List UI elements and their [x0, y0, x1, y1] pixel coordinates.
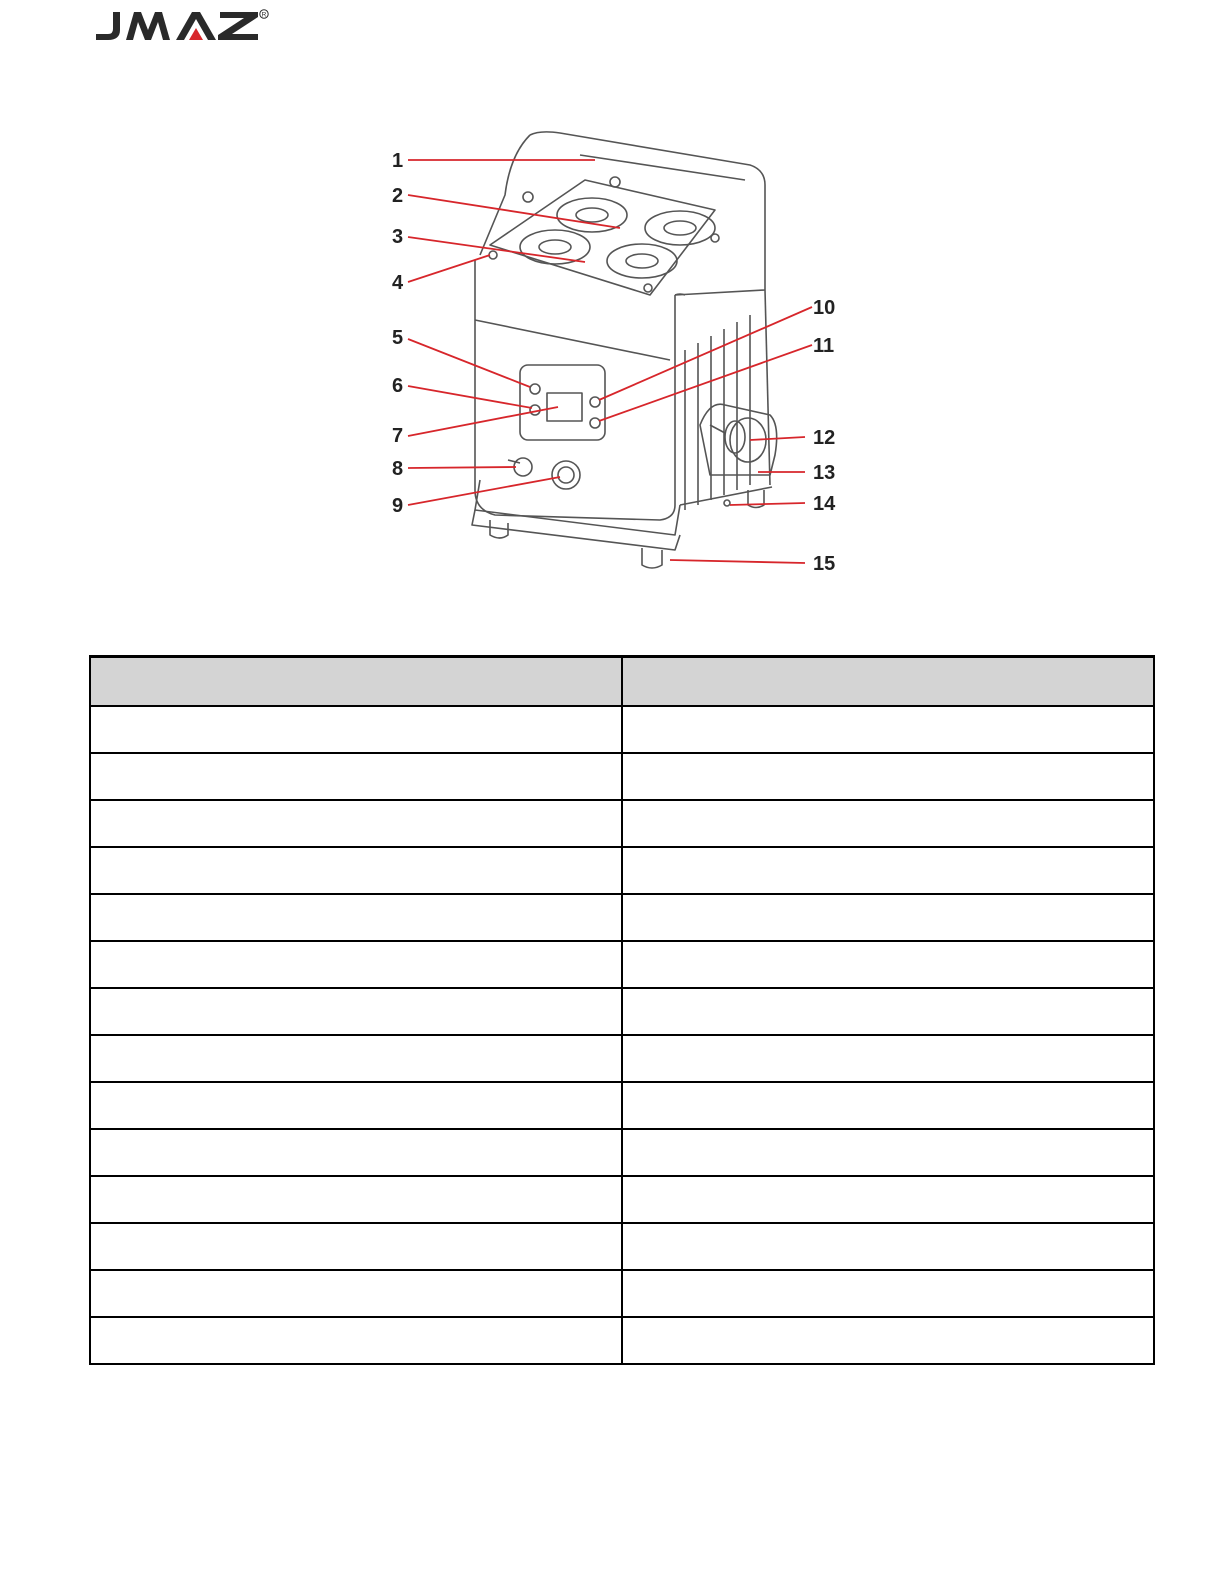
table-row [90, 753, 1154, 800]
product-diagram [380, 125, 860, 585]
callout-3: 3 [392, 226, 404, 248]
table-cell [622, 753, 1154, 800]
header-cell [90, 657, 622, 707]
table-row [90, 800, 1154, 847]
table-cell [90, 941, 622, 988]
callout-9: 9 [392, 495, 404, 517]
table-row [90, 894, 1154, 941]
table-cell [90, 988, 622, 1035]
callout-7: 7 [392, 425, 404, 447]
table-row [90, 988, 1154, 1035]
table-cell [90, 753, 622, 800]
callout-13: 13 [813, 462, 836, 484]
callout-14: 14 [813, 493, 836, 515]
table-cell [622, 1035, 1154, 1082]
callout-4: 4 [392, 272, 404, 294]
table-row [90, 1035, 1154, 1082]
callout-15: 15 [813, 553, 836, 575]
parts-table [89, 655, 1155, 1365]
table-cell [90, 1270, 622, 1317]
callout-10: 10 [813, 297, 836, 319]
table-cell [622, 706, 1154, 753]
table-row [90, 1223, 1154, 1270]
callout-11: 11 [813, 335, 835, 357]
table-cell [90, 1082, 622, 1129]
table-row [90, 1176, 1154, 1223]
table-cell [622, 1176, 1154, 1223]
jmaz-logo [92, 8, 272, 44]
callout-12: 12 [813, 427, 836, 449]
table-cell [90, 1035, 622, 1082]
table-cell [622, 1082, 1154, 1129]
table-cell [90, 847, 622, 894]
table-row [90, 941, 1154, 988]
header-cell [622, 657, 1154, 707]
table-header-row [90, 657, 1154, 707]
table-row [90, 1270, 1154, 1317]
table-row [90, 1082, 1154, 1129]
callout-1: 1 [392, 150, 404, 172]
table-cell [622, 1223, 1154, 1270]
table-cell [90, 1129, 622, 1176]
svg-text:R: R [261, 11, 267, 19]
table-cell [622, 1270, 1154, 1317]
callout-6: 6 [392, 375, 404, 397]
callout-5: 5 [392, 327, 404, 349]
table-cell [90, 1317, 622, 1364]
table-row [90, 1317, 1154, 1364]
table-cell [622, 1129, 1154, 1176]
table-cell [622, 941, 1154, 988]
table-cell [622, 847, 1154, 894]
table-cell [90, 1176, 622, 1223]
callout-8: 8 [392, 458, 404, 480]
table-cell [622, 800, 1154, 847]
table-row [90, 706, 1154, 753]
table-row [90, 1129, 1154, 1176]
table-cell [90, 1223, 622, 1270]
table-row [90, 847, 1154, 894]
table-cell [90, 800, 622, 847]
table-cell [622, 894, 1154, 941]
callout-2: 2 [392, 185, 404, 207]
table-cell [90, 894, 622, 941]
table-cell [90, 706, 622, 753]
table-cell [622, 988, 1154, 1035]
table-cell [622, 1317, 1154, 1364]
